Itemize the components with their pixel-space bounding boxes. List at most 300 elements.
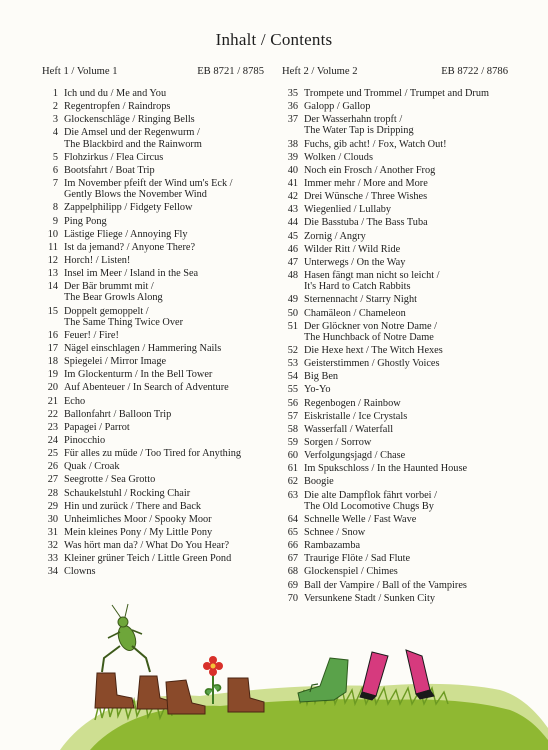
toc-entry	[42, 409, 264, 420]
toc-entry-title	[304, 437, 508, 448]
toc-entry	[282, 217, 508, 228]
toc-entry	[42, 514, 264, 525]
toc-entry-title-line: Die Basstuba / The Bass Tuba	[304, 217, 428, 229]
toc-entry	[42, 114, 264, 125]
toc-entry-title	[304, 514, 508, 525]
toc-entry-number: 7	[52, 178, 58, 190]
toc-entry	[42, 202, 264, 213]
toc-entry	[282, 191, 508, 202]
toc-entry	[42, 448, 264, 459]
toc-entry-title-line: Gently Blows the November Wind	[64, 189, 207, 201]
toc-entry-number: 23	[47, 421, 58, 433]
toc-entry-number: 12	[47, 254, 58, 266]
toc-entry-title-line: Feuer! / Fire!	[64, 329, 119, 341]
toc-entry-title-line: Insel im Meer / Island in the Sea	[64, 268, 199, 280]
toc-entry-title-line: Zornig / Angry	[304, 230, 366, 242]
volume-2-label: Heft 2 / Volume 2	[282, 66, 358, 77]
toc-entry-title-line: Im November pfeift der Wind um's Eck /	[64, 178, 233, 190]
toc-entry	[282, 178, 508, 189]
toc-entry-number: 15	[47, 305, 58, 317]
toc-entry-title	[304, 204, 508, 215]
toc-entry	[42, 127, 264, 149]
toc-entry	[282, 204, 508, 215]
toc-entry-title	[64, 165, 264, 176]
toc-entry	[42, 165, 264, 176]
toc-entry-title-line: Ballonfahrt / Balloon Trip	[64, 408, 172, 420]
toc-entry	[42, 527, 264, 538]
toc-entry-number: 21	[47, 395, 58, 407]
volume-1-code: EB 8721 / 8785	[197, 66, 264, 77]
toc-entry-title	[64, 488, 264, 499]
toc-entry	[282, 88, 508, 99]
toc-entry-title-line: Trompete und Trommel / Trumpet and Drum	[304, 88, 489, 99]
toc-entry-number: 43	[287, 204, 298, 216]
toc-entry-title-line: Der Glöckner von Notre Dame /	[304, 320, 437, 332]
page-title: Inhalt / Contents	[215, 30, 333, 49]
toc-entry-title	[304, 490, 508, 512]
toc-entry-title-line: Glockenspiel / Chimes	[304, 566, 398, 578]
toc-entry-number: 6	[52, 164, 58, 176]
toc-entry-title	[64, 268, 264, 279]
toc-entry-title	[304, 371, 508, 382]
toc-entry-title	[64, 435, 264, 446]
toc-entry-title-line: Flohzirkus / Flea Circus	[64, 151, 164, 163]
toc-entry-title	[304, 540, 508, 551]
toc-entry-title-line: Nägel einschlagen / Hammering Nails	[64, 343, 222, 355]
toc-entry-number: 58	[287, 423, 298, 435]
toc-entry-title-line: Clowns	[64, 566, 96, 578]
toc-entry	[282, 424, 508, 435]
grasshopper-icon	[102, 604, 150, 672]
toc-entry-number: 54	[287, 371, 298, 383]
toc-entry-title-line: Galopp / Gallop	[304, 101, 371, 113]
toc-entry-title	[64, 229, 264, 240]
toc-entry-title-line: Regentropfen / Raindrops	[64, 101, 171, 113]
toc-entry-title	[304, 358, 508, 369]
toc-entry-title	[64, 255, 264, 266]
toc-entry-number: 31	[47, 527, 58, 539]
toc-entry-title	[304, 101, 508, 112]
volume-1-list	[42, 88, 264, 578]
toc-entry-number: 55	[287, 384, 298, 396]
toc-entry-title-line: Papagei / Parrot	[64, 421, 130, 433]
toc-entry-title	[304, 476, 508, 487]
toc-entry-title	[304, 566, 508, 577]
toc-entry-number: 11	[48, 241, 58, 253]
toc-entry	[42, 216, 264, 227]
toc-entry-title	[304, 270, 508, 292]
toc-entry-title	[304, 231, 508, 242]
toc-entry-title-line: Rambazamba	[304, 540, 361, 552]
toc-entry	[282, 101, 508, 112]
toc-entry-title-line: Big Ben	[304, 371, 339, 383]
toc-entry-title-line: Für alles zu müde / Too Tired for Anything	[64, 448, 241, 460]
toc-entry	[42, 306, 264, 328]
toc-entry-title	[304, 191, 508, 202]
toc-entry-title	[64, 281, 264, 303]
toc-entry-title-line: Drei Wünsche / Three Wishes	[304, 191, 428, 203]
toc-entry-number: 5	[52, 151, 58, 163]
toc-entry-title	[304, 88, 508, 99]
toc-entry-number: 39	[287, 151, 298, 163]
toc-entry-title	[64, 474, 264, 485]
toc-entry-number: 9	[52, 215, 58, 227]
toc-entry	[282, 244, 508, 255]
toc-entry-title-line: The Bear Growls Along	[64, 292, 163, 304]
toc-entry	[42, 281, 264, 303]
toc-entry-title-line: Im Glockenturm / In the Bell Tower	[64, 369, 213, 381]
brown-boots-icon	[95, 673, 264, 714]
toc-entry	[282, 114, 508, 136]
toc-entry-number: 25	[47, 448, 58, 460]
toc-entry-number: 8	[52, 202, 58, 214]
toc-entry	[282, 270, 508, 292]
toc-entry-title-line: Wasserfall / Waterfall	[304, 423, 394, 435]
toc-entry-number: 14	[47, 281, 58, 293]
toc-entry-title-line: Wilder Ritt / Wild Ride	[304, 243, 401, 255]
toc-entry-number: 19	[47, 369, 58, 381]
toc-entry	[42, 255, 264, 266]
toc-entry	[282, 231, 508, 242]
toc-entry	[42, 422, 264, 433]
toc-entry-number: 45	[287, 230, 298, 242]
toc-entry-number: 27	[47, 474, 58, 486]
toc-entry	[42, 396, 264, 407]
toc-entry-title-line: Immer mehr / More and More	[304, 178, 428, 190]
toc-entry	[282, 514, 508, 525]
toc-entry	[42, 88, 264, 99]
toc-entry-number: 1	[52, 88, 58, 99]
toc-entry-title	[64, 382, 264, 393]
volume-2-header	[282, 65, 508, 79]
toc-entry-title	[64, 330, 264, 341]
toc-entry-title-line: Ball der Vampire / Ball of the Vampires	[304, 579, 467, 591]
toc-entry-title	[304, 411, 508, 422]
toc-entry-title-line: Pinocchio	[64, 435, 106, 447]
toc-entry-number: 69	[287, 579, 298, 591]
toc-entry-title-line: The Same Thing Twice Over	[64, 316, 183, 328]
toc-entry-title-line: Ich und du / Me and You	[64, 88, 167, 99]
toc-entry-title-line: Schaukelstuhl / Rocking Chair	[64, 487, 191, 499]
toc-entry-title-line: Unterwegs / On the Way	[304, 256, 406, 268]
toc-entry-title-line: Schnee / Snow	[304, 527, 366, 539]
toc-entry-title-line: The Hunchback of Notre Dame	[304, 331, 434, 343]
toc-entry-number: 20	[47, 382, 58, 394]
toc-entry-title-line: Verfolgungsjagd / Chase	[304, 450, 406, 462]
toc-entry	[282, 411, 508, 422]
toc-entry-number: 53	[287, 358, 298, 370]
toc-entry-title-line: Die alte Dampflok fährt vorbei /	[304, 489, 437, 501]
toc-entry	[282, 165, 508, 176]
toc-entry	[42, 488, 264, 499]
volume-2-code: EB 8722 / 8786	[441, 66, 508, 77]
green-boot-icon	[298, 658, 348, 702]
toc-entry-title-line: Zappelphilipp / Fidgety Fellow	[64, 202, 193, 214]
toc-entry-title-line: Hasen fängt man nicht so leicht /	[304, 270, 440, 282]
toc-entry-title	[304, 308, 508, 319]
toc-entry	[282, 437, 508, 448]
toc-entry-title	[64, 409, 264, 420]
toc-entry-number: 34	[47, 566, 58, 578]
toc-entry-number: 61	[287, 463, 298, 475]
toc-entry-number: 51	[287, 320, 298, 332]
toc-entry-title	[304, 257, 508, 268]
toc-entry-title	[64, 501, 264, 512]
toc-entry-title	[64, 216, 264, 227]
toc-entry-title	[64, 566, 264, 577]
toc-entry-number: 52	[287, 345, 298, 356]
toc-entry-title-line: Echo	[64, 395, 86, 407]
toc-entry-number: 50	[287, 307, 298, 319]
toc-entry-title	[64, 306, 264, 328]
toc-entry-title	[64, 178, 264, 200]
toc-entry-number: 57	[287, 410, 298, 422]
toc-entry-number: 47	[287, 256, 298, 268]
toc-entry-number: 10	[47, 228, 58, 240]
toc-entry-title	[304, 152, 508, 163]
toc-entry-number: 28	[47, 487, 58, 499]
toc-entry-title	[64, 202, 264, 213]
toc-entry-number: 2	[52, 101, 58, 113]
toc-entry-title	[64, 356, 264, 367]
toc-entry-title-line: Doppelt gemoppelt /	[64, 305, 149, 317]
toc-entry-title	[64, 396, 264, 407]
toc-entry-title-line: Wiegenlied / Lullaby	[304, 204, 392, 216]
volume-1-label: Heft 1 / Volume 1	[42, 66, 118, 77]
toc-entry-title	[64, 527, 264, 538]
toc-entry-number: 65	[287, 527, 298, 539]
toc-entry-title-line: Hin und zurück / There and Back	[64, 500, 202, 512]
toc-entry-number: 24	[47, 435, 58, 447]
toc-entry-title	[64, 242, 264, 253]
toc-entry-title	[304, 450, 508, 461]
toc-entry	[282, 463, 508, 474]
toc-entry-title-line: Unheimliches Moor / Spooky Moor	[64, 513, 212, 525]
toc-entry-title-line: Was hört man da? / What Do You Hear?	[64, 540, 230, 552]
toc-entry	[282, 527, 508, 538]
toc-entry-title	[304, 178, 508, 189]
toc-entry-title-line: Schnelle Welle / Fast Wave	[304, 513, 417, 525]
toc-entry-title	[304, 165, 508, 176]
toc-entry-title	[64, 422, 264, 433]
toc-entry	[42, 474, 264, 485]
toc-entry-title	[304, 345, 508, 356]
toc-entry-title-line: Chamäleon / Chameleon	[304, 307, 406, 319]
toc-entry	[42, 268, 264, 279]
toc-entry-number: 59	[287, 436, 298, 448]
toc-entry-number: 38	[287, 138, 298, 150]
toc-entry-number: 16	[47, 329, 58, 341]
toc-entry-number: 42	[287, 191, 298, 203]
toc-entry-number: 70	[287, 592, 298, 604]
toc-entry-title	[304, 580, 508, 591]
toc-entry-number: 49	[287, 294, 298, 306]
toc-entry-title	[64, 114, 264, 125]
toc-entry-number: 22	[47, 408, 58, 420]
toc-entry-title	[64, 343, 264, 354]
toc-entry	[42, 178, 264, 200]
toc-entry-title	[304, 294, 508, 305]
toc-entry-number: 29	[47, 500, 58, 512]
toc-entry-title-line: Boogie	[304, 476, 334, 488]
toc-entry	[42, 566, 264, 577]
bottom-illustration	[0, 600, 548, 750]
toc-entry-number: 13	[47, 268, 58, 280]
toc-entry-title-line: Yo-Yo	[304, 384, 331, 396]
toc-entry-title-line: Auf Abenteuer / In Search of Adventure	[64, 382, 229, 394]
toc-entry-title	[64, 448, 264, 459]
toc-entry-title	[64, 127, 264, 149]
toc-entry	[282, 553, 508, 564]
toc-entry-title	[304, 398, 508, 409]
toc-entry	[42, 553, 264, 564]
toc-entry	[42, 242, 264, 253]
toc-entry-title-line: Spiegelei / Mirror Image	[64, 356, 167, 368]
toc-entry-title-line: Noch ein Frosch / Another Frog	[304, 164, 436, 176]
toc-entry-title-line: Bootsfahrt / Boat Trip	[64, 164, 155, 176]
toc-entry-number: 36	[287, 101, 298, 113]
toc-entry	[282, 398, 508, 409]
toc-entry	[42, 330, 264, 341]
toc-entry-number: 62	[287, 476, 298, 488]
toc-entry-number: 26	[47, 461, 58, 473]
toc-entry	[282, 257, 508, 268]
toc-entry-number: 46	[287, 243, 298, 255]
toc-entry-number: 33	[47, 553, 58, 565]
toc-entry	[42, 369, 264, 380]
toc-entry	[42, 435, 264, 446]
toc-entry	[42, 101, 264, 112]
toc-entry-title-line: Lästige Fliege / Annoying Fly	[64, 228, 188, 240]
toc-entry-title-line: Mein kleines Pony / My Little Pony	[64, 527, 213, 539]
toc-entry-title-line: It's Hard to Catch Rabbits	[304, 281, 411, 293]
toc-entry-title	[304, 244, 508, 255]
toc-entry	[42, 152, 264, 163]
toc-entry	[282, 580, 508, 591]
toc-entry-title-line: The Water Tap is Dripping	[304, 125, 414, 137]
toc-entry-number: 64	[287, 513, 298, 525]
toc-entry-number: 30	[47, 513, 58, 525]
toc-entry	[42, 382, 264, 393]
toc-entry	[42, 461, 264, 472]
toc-entry-number: 4	[52, 127, 58, 139]
toc-entry	[42, 229, 264, 240]
toc-entry	[282, 139, 508, 150]
toc-entry-number: 32	[47, 540, 58, 552]
volume-1-header	[42, 65, 264, 79]
toc-entry-title-line: Die Hexe hext / The Witch Hexes	[304, 345, 443, 356]
toc-entry-number: 67	[287, 553, 298, 565]
toc-entry-title-line: Im Spukschloss / In the Haunted House	[304, 463, 468, 475]
toc-entry-title-line: Die Amsel und der Regenwurm /	[64, 127, 200, 139]
toc-entry-title-line: The Blackbird and the Rainworm	[64, 138, 202, 150]
toc-entry-title-line: Seegrotte / Sea Grotto	[64, 474, 156, 486]
toc-entry-title-line: Versunkene Stadt / Sunken City	[304, 592, 435, 604]
toc-entry-title-line: Ist da jemand? / Anyone There?	[64, 241, 196, 253]
toc-entry-title-line: Kleiner grüner Teich / Little Green Pond	[64, 553, 232, 565]
toc-entry-title	[64, 88, 264, 99]
toc-entry	[282, 308, 508, 319]
toc-entry	[42, 501, 264, 512]
toc-entry-title	[304, 217, 508, 228]
toc-entry-title-line: Traurige Flöte / Sad Flute	[304, 553, 411, 565]
toc-entry-number: 60	[287, 450, 298, 462]
toc-entry-number: 3	[52, 114, 58, 126]
toc-entry-title-line: Geisterstimmen / Ghostly Voices	[304, 358, 440, 370]
toc-entry-title	[304, 424, 508, 435]
toc-entry-title	[64, 514, 264, 525]
toc-entry-title-line: Sternennacht / Starry Night	[304, 294, 417, 306]
toc-entry	[282, 476, 508, 487]
toc-entry-title	[64, 369, 264, 380]
toc-entry	[42, 343, 264, 354]
toc-entry-title-line: Glockenschläge / Ringing Bells	[64, 114, 195, 126]
toc-entry	[42, 356, 264, 367]
toc-entry-number: 35	[287, 88, 298, 99]
toc-entry	[282, 371, 508, 382]
toc-entry-title-line: Horch! / Listen!	[64, 254, 131, 266]
toc-entry	[282, 321, 508, 343]
toc-entry-title-line: Der Wasserhahn tropft /	[304, 114, 403, 126]
toc-entry-number: 44	[287, 217, 298, 229]
volume-2-column	[282, 65, 508, 606]
toc-entry	[282, 490, 508, 512]
toc-entry-title-line: Quak / Croak	[64, 461, 120, 473]
toc-entry-title-line: Der Bär brummt mit /	[64, 281, 154, 293]
toc-entry	[282, 384, 508, 395]
toc-entry-number: 63	[287, 489, 298, 501]
toc-entry-number: 68	[287, 566, 298, 578]
toc-entry	[282, 345, 508, 356]
toc-entry	[282, 566, 508, 577]
toc-entry-title-line: The Old Locomotive Chugs By	[304, 500, 434, 512]
volume-1-column	[42, 65, 264, 580]
volume-2-list	[282, 88, 508, 604]
toc-entry-title-line: Ping Pong	[64, 215, 107, 227]
toc-entry-number: 18	[47, 356, 58, 368]
toc-entry-title	[64, 101, 264, 112]
toc-entry-number: 40	[287, 164, 298, 176]
toc-entry-title-line: Fuchs, gib acht! / Fox, Watch Out!	[304, 138, 447, 150]
toc-entry-title-line: Wolken / Clouds	[304, 151, 373, 163]
toc-entry	[282, 294, 508, 305]
toc-entry	[282, 358, 508, 369]
toc-entry-number: 66	[287, 540, 298, 552]
toc-entry	[282, 450, 508, 461]
toc-entry-number: 56	[287, 397, 298, 409]
toc-entry	[282, 152, 508, 163]
toc-entry-title	[64, 152, 264, 163]
toc-entry	[42, 540, 264, 551]
toc-entry-number: 17	[47, 343, 58, 355]
toc-entry-title-line: Eiskristalle / Ice Crystals	[304, 410, 408, 422]
toc-entry-title	[304, 114, 508, 136]
toc-entry-title	[304, 321, 508, 343]
toc-entry-title	[304, 553, 508, 564]
toc-entry-title	[304, 463, 508, 474]
toc-entry	[282, 540, 508, 551]
toc-entry-number: 48	[287, 270, 298, 282]
toc-entry-title-line: Sorgen / Sorrow	[304, 436, 372, 448]
toc-entry-title	[64, 540, 264, 551]
toc-entry-number: 41	[287, 178, 298, 190]
toc-entry-number: 37	[287, 114, 298, 126]
toc-entry-title	[64, 553, 264, 564]
toc-entry-title	[304, 139, 508, 150]
toc-entry-title	[304, 384, 508, 395]
toc-entry-title	[304, 527, 508, 538]
toc-entry-title-line: Regenbogen / Rainbow	[304, 397, 401, 409]
